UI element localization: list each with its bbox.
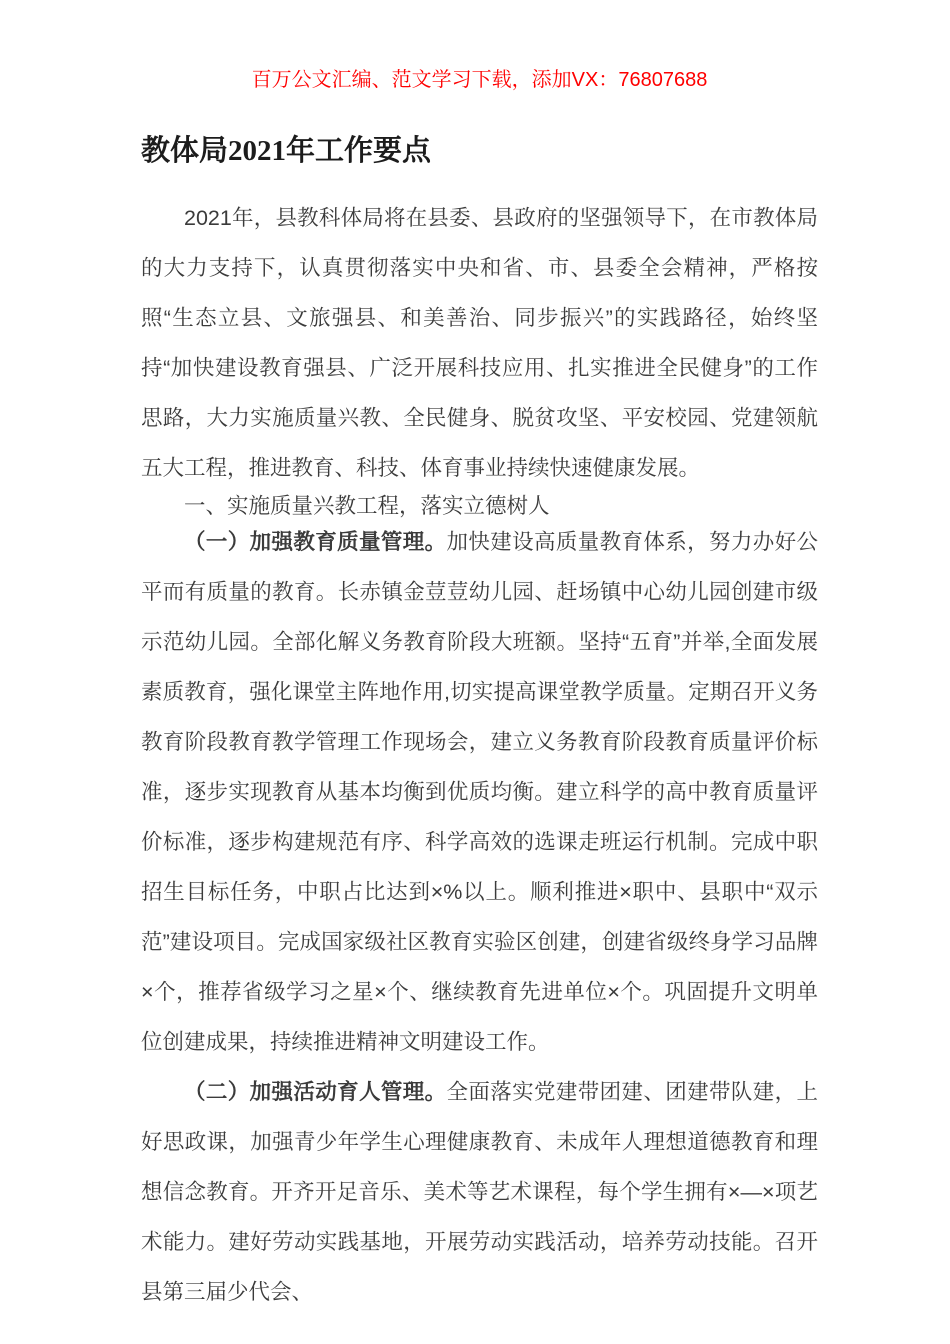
paragraph-item-1-text: 加快建设高质量教育体系，努力办好公平而有质量的教育。长赤镇金荳荳幼儿园、赶场镇中心幼儿园创建市级示范幼儿园。全部化解义务教育阶段大班额。坚持“五育”并举,全面发展素质教育，强化课堂主阵地作用,切实提高课堂教学质量。定期召开义务教育阶段教育教学管理工作现场会，建立义务教育阶段教育质量评价标准，逐步实现教育从基本均衡到优质均衡。建立科学的高中教育质量评价标准，逐步构建规范有序、科学高效的选课走班运行机制。完成中职招生目标任务，中职占比达到×%以上。顺利推进×职中、县职中“双示范”建设项目。完成国家级社区教育实验区创建，创建省级终身学习品牌×个，推荐省级学习之星×个、继续教育先进单位×个。巩固提升文明单位创建成果，持续推进精神文明建设工作。 bbox=[141, 530, 818, 1054]
section-heading-1: 一、实施质量兴教工程，落实立德树人 bbox=[184, 494, 550, 518]
document-title: 教体局2021年工作要点 bbox=[141, 135, 432, 167]
paragraph-item-2-lead: （二）加强活动育人管理。 bbox=[184, 1080, 447, 1104]
paragraph-intro: 2021年，县教科体局将在县委、县政府的坚强领导下，在市教体局的大力支持下，认真贯彻落实中央和省、市、县委全会精神，严格按照“生态立县、文旅强县、和美善治、同步振兴”的实践路径，始终坚持“加快建设教育强县、广泛开展科技应用、扎实推进全民健身”的工作思路，大力实施质量兴教、全民健身、脱贫攻坚、平安校园、党建领航五大工程，推进教育、科技、体育事业持续快速健康发展。 bbox=[141, 206, 818, 480]
header-notice: 百万公文汇编、范文学习下载，添加VX：76807688 bbox=[251, 69, 708, 91]
paragraph-item-2-text: 全面落实党建带团建、团建带队建，上好思政课，加强青少年学生心理健康教育、未成年人理想道德教育和理想信念教育。开齐开足音乐、美术等艺术课程，每个学生拥有×—×项艺术能力。建好劳动实践基地，开展劳动实践活动，培养劳动技能。召开县第三届少代会、 bbox=[141, 1080, 818, 1304]
paragraph-item-1 bbox=[141, 517, 818, 1067]
paragraph-item-1-lead: （一）加强教育质量管理。 bbox=[184, 530, 447, 554]
paragraph-item-2 bbox=[141, 1067, 818, 1317]
